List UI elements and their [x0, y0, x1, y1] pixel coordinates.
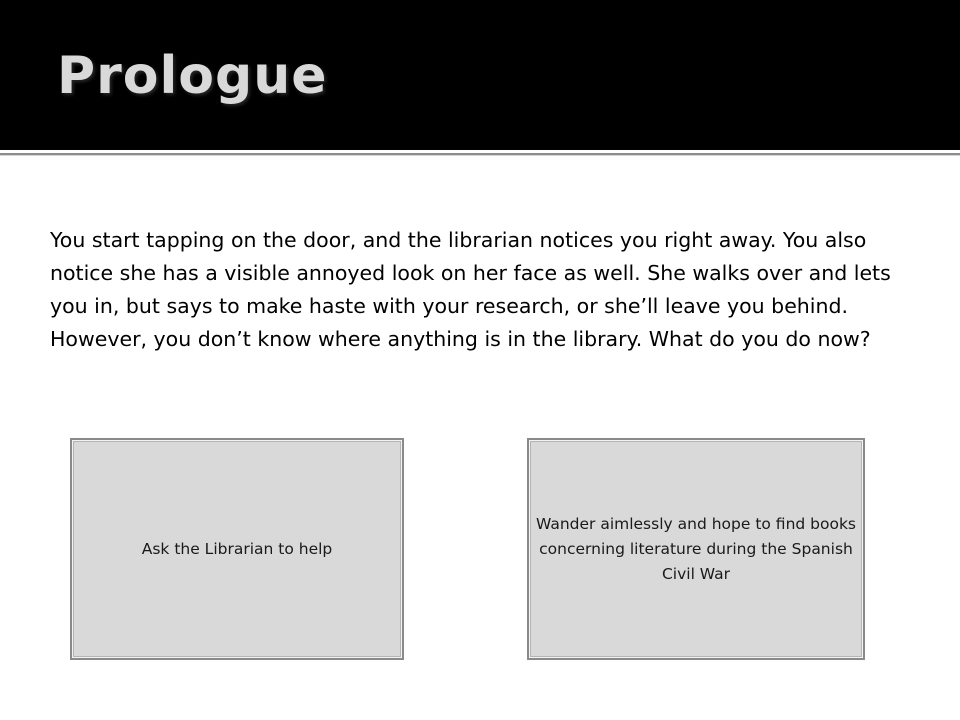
choice-label: Wander aimlessly and hope to find books concerning literature during the Spanish Civil War — [535, 514, 857, 583]
slide-title: Prologue — [57, 46, 328, 106]
story-text: You start tapping on the door, and the librarian notices you right away. You also notice she has a visible annoyed look on her face as well. She walks over and lets you in, but says to make haste with your research, or she’ll leave you behind. However, you don’t know where anything is in the library. What do you do now? — [50, 228, 891, 351]
title-divider — [0, 153, 960, 156]
title-bar — [0, 0, 960, 150]
choice-label: Ask the Librarian to help — [141, 539, 333, 558]
choice-wander-button[interactable] — [527, 438, 865, 660]
choice-ask-librarian-button[interactable] — [70, 438, 404, 660]
